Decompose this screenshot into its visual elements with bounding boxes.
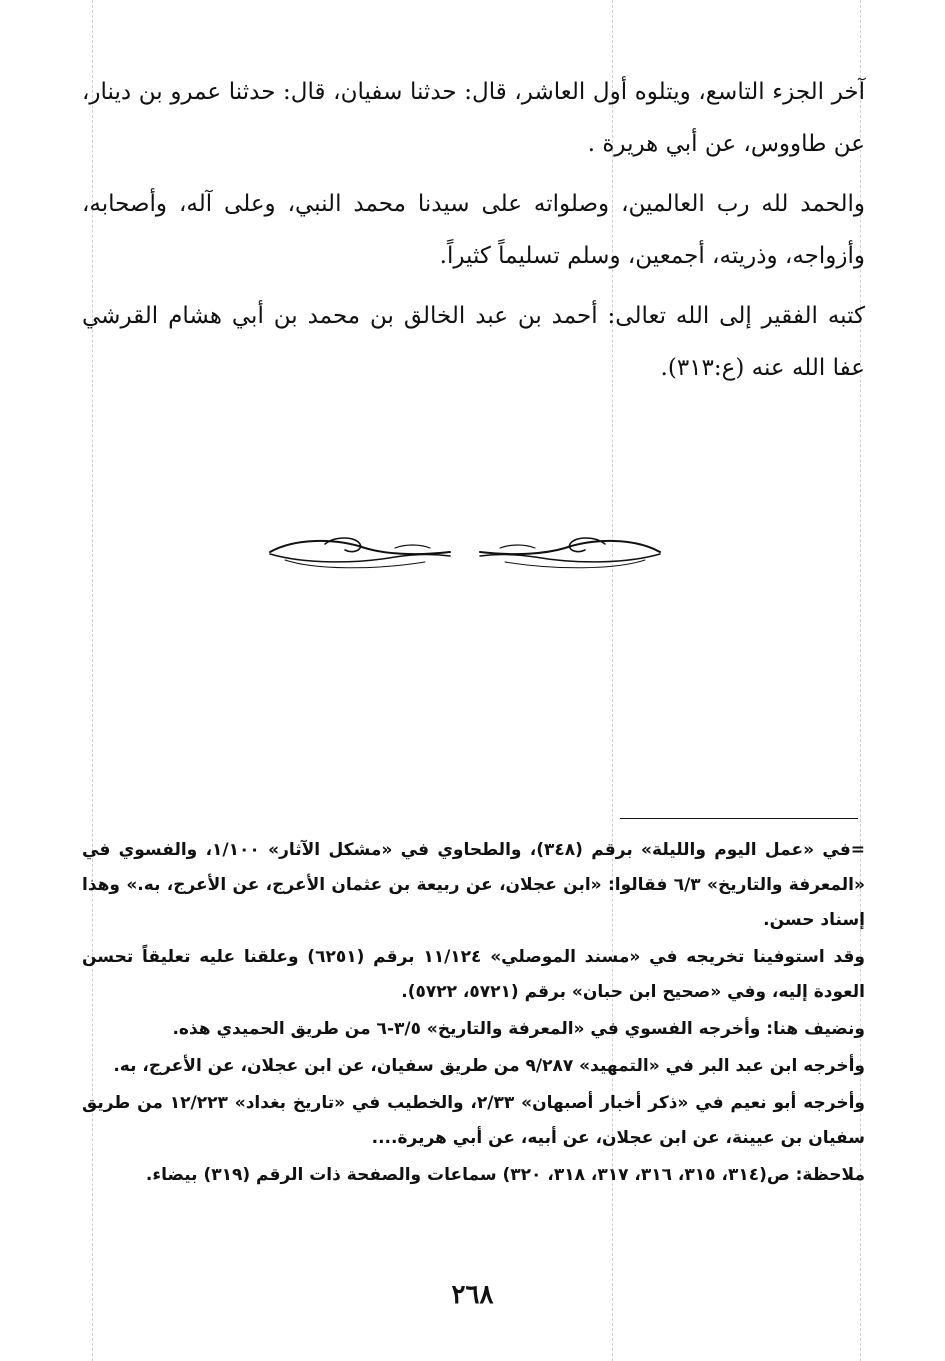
page-number: ٢٦٨ <box>451 1280 494 1310</box>
footnote-paragraph: ملاحظة: ص(٣١٤، ٣١٥، ٣١٦، ٣١٧، ٣١٨، ٣٢٠) سماعات والصفحة ذات الرقم (٣١٩) بيضاء. <box>145 1165 865 1185</box>
footnote-paragraph: وأخرجه ابن عبد البر في «التمهيد» ٩/٢٨٧ من طريق سفيان، عن ابن عجلان، عن الأعرج، به. <box>113 1056 865 1076</box>
main-text <box>82 66 865 402</box>
paragraph-doxology: والحمد لله رب العالمين، وصلواته على سيدنا محمد النبي، وعلى آله، وأصحابه، وأزواجه، وذريته، أجمعين، وسلم تسليماً كثيراً. <box>82 191 865 269</box>
paragraph-scribe: كتبه الفقير إلى الله تعالى: أحمد بن عبد الخالق بن محمد بن أبي هشام القرشي عفا الله عنه (ع:٣١٣). <box>82 303 865 381</box>
footnotes <box>82 833 865 1195</box>
footnote-paragraph: وقد استوفينا تخريجه في «مسند الموصلي» ١١/١٢٤ برقم (٦٢٥١) وعلقنا عليه تعليقاً تحسن العودة إليه، وفي «صحيح ابن حبان» برقم (٥٧٢١، ٥٧٢٢). <box>82 947 865 1002</box>
footnote-paragraph: =في «عمل اليوم والليلة» برقم (٣٤٨)، والطحاوي في «مشكل الآثار» ١/١٠٠، والفسوي في «المعرفة والتاريخ» ٦/٣ فقالوا: «ابن عجلان، عن ربيعة بن عثمان الأعرج، عن الأعرج، به.» وهذا إسناد حسن. <box>82 840 865 930</box>
footnote-separator <box>620 818 858 819</box>
footnote-paragraph: وأخرجه أبو نعيم في «ذكر أخبار أصبهان» ٢/٣٣، والخطيب في «تاريخ بغداد» ١٢/٢٢٣ من طريق سفيان بن عيينة، عن ابن عجلان، عن أبيه، عن أبي هريرة.... <box>82 1093 865 1148</box>
footnote-paragraph: ونضيف هنا: وأخرجه الفسوي في «المعرفة والتاريخ» ٣/٥-٦ من طريق الحميدي هذه. <box>172 1019 865 1039</box>
paragraph-colophon-note: آخر الجزء التاسع، ويتلوه أول العاشر، قال: حدثنا سفيان، قال: حدثنا عمرو بن دينار، عن طاووس، عن أبي هريرة . <box>82 79 865 157</box>
ornament-divider-icon <box>265 530 665 574</box>
